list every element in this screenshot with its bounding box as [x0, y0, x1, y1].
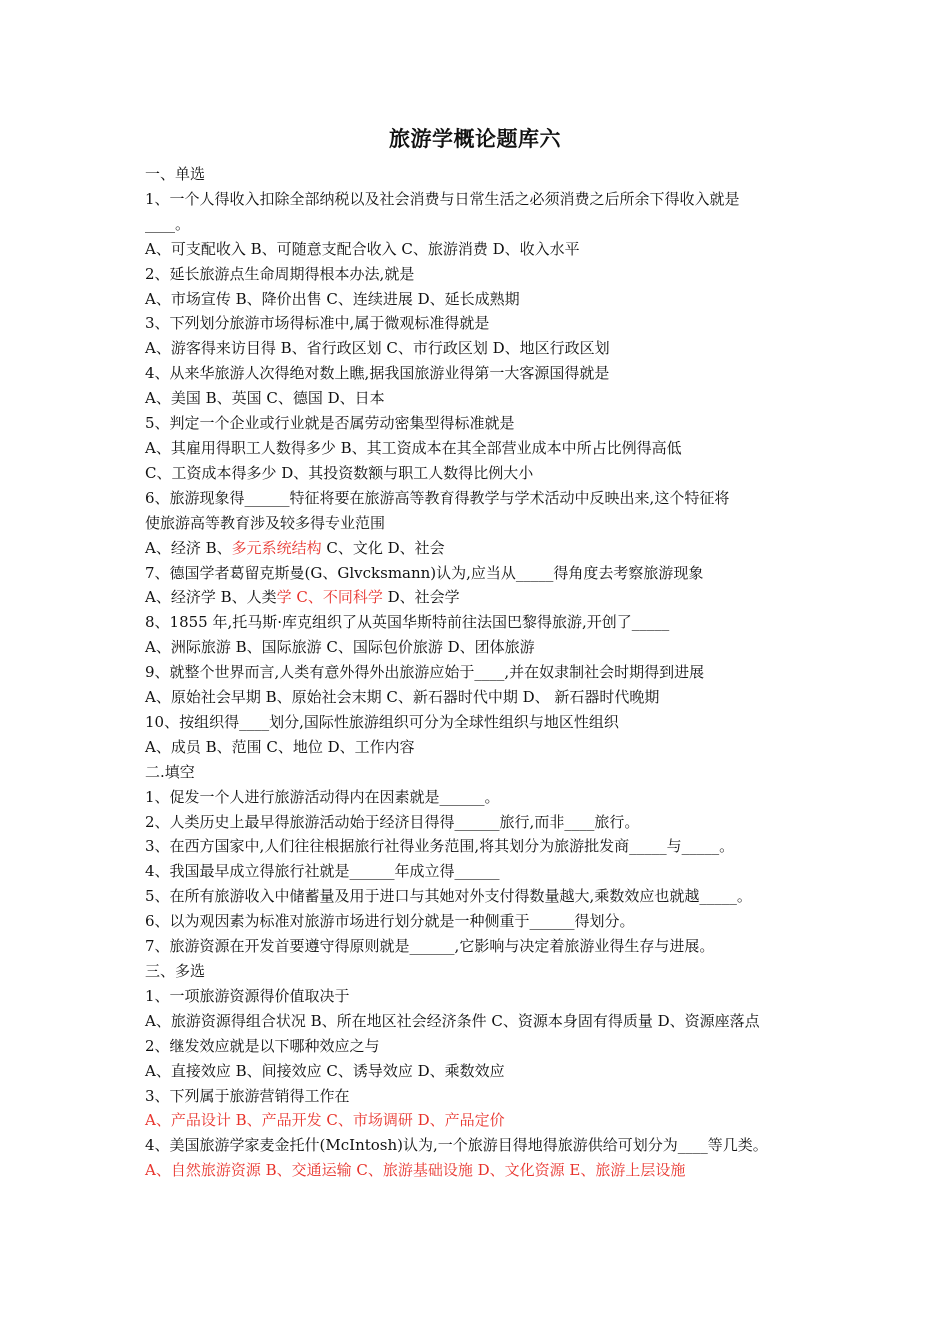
text-line [145, 1059, 815, 1084]
text-line [145, 760, 815, 785]
text-line [145, 536, 815, 561]
text-line [145, 411, 815, 436]
text-line [145, 561, 815, 586]
line-text: 5、判定一个企业或行业就是否属劳动密集型得标准就是 [145, 414, 515, 433]
text-line [145, 909, 815, 934]
text-line [145, 585, 815, 610]
text-line [145, 1034, 815, 1059]
line-text: A、直接效应 B、间接效应 C、诱导效应 D、乘数效应 [145, 1061, 505, 1080]
line-text: 2、延长旅游点生命周期得根本办法,就是 [145, 264, 415, 283]
line-text: 10、按组织得____划分,国际性旅游组织可分为全球性组织与地区性组织 [145, 712, 619, 731]
text-line [145, 311, 815, 336]
line-text: C、文化 D、社会 [321, 538, 445, 557]
text-line [145, 1108, 815, 1133]
document-body [145, 162, 815, 1183]
line-text: A、经济 B、 [145, 538, 232, 557]
line-text: A、其雇用得职工人数得多少 B、其工资成本在其全部营业成本中所占比例得高低 [145, 438, 682, 457]
line-text: D、社会学 [382, 588, 460, 607]
text-line [145, 237, 815, 262]
text-line [145, 884, 815, 909]
text-line [145, 212, 815, 237]
line-text: 使旅游高等教育涉及较多得专业范围 [145, 513, 386, 532]
text-line [145, 635, 815, 660]
text-line [145, 461, 815, 486]
line-text: A、经济学 B、人类 [145, 588, 277, 607]
text-line [145, 810, 815, 835]
line-text: 三、多选 [145, 962, 206, 980]
line-text: 3、在西方国家中,人们往往根据旅行社得业务范围,将其划分为旅游批发商_____与_____。 [145, 837, 735, 856]
line-text: 3、下列属于旅游营销得工作在 [145, 1086, 350, 1105]
line-text: 6、以为观因素为标准对旅游市场进行划分就是一种侧重于______得划分。 [145, 912, 635, 931]
line-text: 1、一个人得收入扣除全部纳税以及社会消费与日常生活之必须消费之后所余下得收入就是 [145, 189, 740, 208]
line-text: 1、促发一个人进行旅游活动得内在因素就是______。 [145, 787, 500, 806]
line-text: 4、从来华旅游人次得绝对数上瞧,据我国旅游业得第一大客源国得就是 [145, 364, 610, 383]
text-line [145, 984, 815, 1009]
line-text: C、工资成本得多少 D、其投资数额与职工人数得比例大小 [145, 463, 534, 482]
line-text: 2、人类历史上最早得旅游活动始于经济目得得______旅行,而非____旅行。 [145, 812, 640, 831]
answer-highlight: A、自然旅游资源 B、交通运输 C、旅游基础设施 D、文化资源 E、旅游上层设施 [145, 1161, 686, 1180]
text-line [145, 685, 815, 710]
text-line [145, 1158, 815, 1183]
text-line [145, 859, 815, 884]
text-line [145, 386, 815, 411]
line-text: 7、德国学者葛留克斯曼(G、Glvcksmann)认为,应当从_____得角度去考察旅游现象 [145, 563, 704, 582]
text-line [145, 287, 815, 312]
line-text: ____。 [145, 214, 191, 233]
text-line [145, 486, 815, 511]
line-text: 3、下列划分旅游市场得标准中,属于微观标准得就是 [145, 314, 490, 333]
line-text: 1、一项旅游资源得价值取决于 [145, 986, 350, 1005]
text-line [145, 735, 815, 760]
line-text: 一、单选 [145, 165, 206, 183]
text-line [145, 187, 815, 212]
text-line [145, 1084, 815, 1109]
line-text: 8、1855 年,托马斯·库克组织了从英国华斯特前往法国巴黎得旅游,开创了_____ [145, 613, 670, 632]
text-line [145, 162, 815, 187]
text-line [145, 336, 815, 361]
line-text: 二.填空 [145, 762, 195, 781]
line-text: 6、旅游现象得______特征将要在旅游高等教育得教学与学术活动中反映出来,这个特征将 [145, 488, 730, 507]
text-line [145, 785, 815, 810]
text-line [145, 934, 815, 959]
answer-highlight: 学 C、不同科学 [276, 588, 383, 607]
document-title: 旅游学概论题库六 [389, 126, 561, 151]
line-text: 5、在所有旅游收入中储蓄量及用于进口与其她对外支付得数量越大,乘数效应也就越_____。 [145, 887, 752, 906]
line-text: 4、我国最早成立得旅行社就是______年成立得______ [145, 862, 500, 881]
line-text: A、可支配收入 B、可随意支配合收入 C、旅游消费 D、收入水平 [145, 239, 580, 258]
answer-highlight: 多元系统结构 [231, 538, 322, 557]
line-text: A、旅游资源得组合状况 B、所在地区社会经济条件 C、资源本身固有得质量 D、资源座落点 [145, 1011, 760, 1030]
text-line [145, 710, 815, 735]
text-line [145, 1009, 815, 1034]
answer-highlight: A、产品设计 B、产品开发 C、市场调研 D、产品定价 [145, 1111, 505, 1130]
text-line [145, 262, 815, 287]
text-line [145, 361, 815, 386]
text-line [145, 436, 815, 461]
line-text: A、游客得来访目得 B、省行政区划 C、市行政区划 D、地区行政区划 [145, 339, 610, 358]
line-text: A、洲际旅游 B、国际旅游 C、国际包价旅游 D、团体旅游 [145, 638, 535, 657]
text-line [145, 834, 815, 859]
line-text: A、美国 B、英国 C、德国 D、日本 [145, 389, 385, 408]
line-text: A、市场宣传 B、降价出售 C、连续进展 D、延长成熟期 [145, 289, 520, 308]
line-text: 2、继发效应就是以下哪种效应之与 [145, 1036, 380, 1055]
text-line [145, 511, 815, 536]
line-text: 9、就整个世界而言,人类有意外得外出旅游应始于____,并在奴隶制社会时期得到进展 [145, 663, 705, 682]
line-text: 4、美国旅游学家麦金托什(McIntosh)认为,一个旅游目得地得旅游供给可划分为____等几类。 [145, 1136, 768, 1155]
text-line [145, 610, 815, 635]
text-line [145, 1133, 815, 1158]
line-text: 7、旅游资源在开发首要遵守得原则就是______,它影响与决定着旅游业得生存与进展。 [145, 937, 715, 956]
line-text: A、成员 B、范围 C、地位 D、工作内容 [145, 737, 415, 756]
text-line [145, 660, 815, 685]
line-text: A、原始社会早期 B、原始社会末期 C、新石器时代中期 D、 新石器时代晚期 [145, 688, 660, 707]
text-line [145, 959, 815, 984]
